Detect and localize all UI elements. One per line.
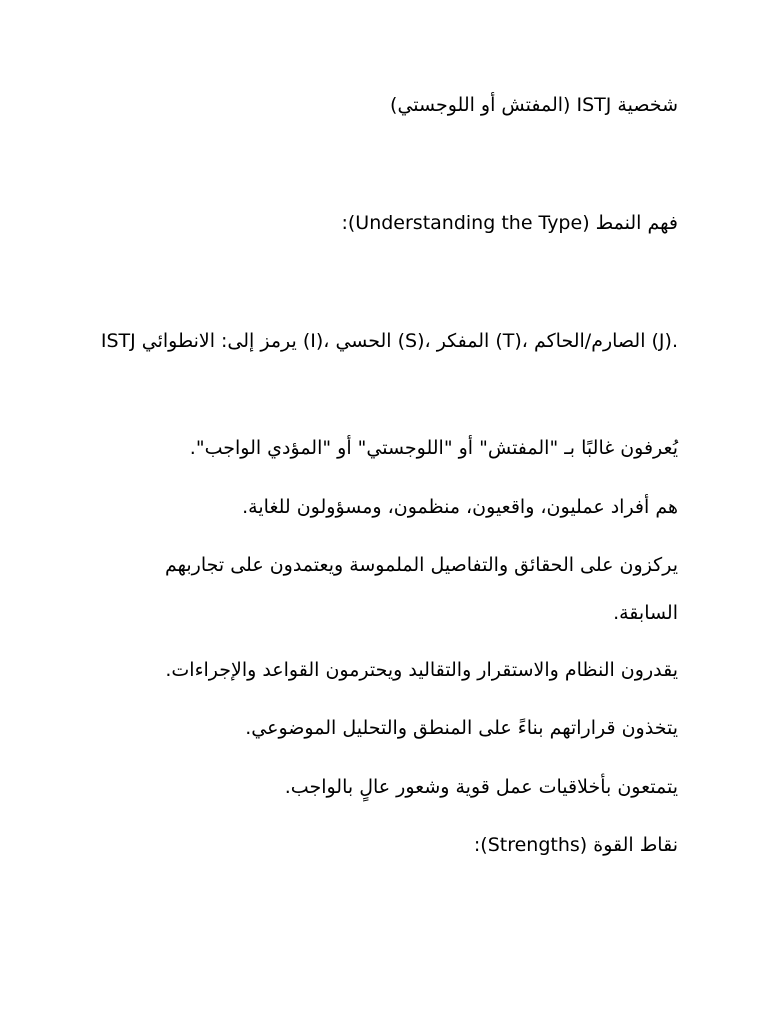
- paragraph-values: يقدرون النظام والاستقرار والتقاليد ويحترمون القواعد والإجراءات.: [165, 659, 678, 681]
- paragraph-work-ethic: يتمتعون بأخلاقيات عمل قوية وشعور عالٍ بالواجب.: [284, 776, 678, 798]
- document-title: شخصية ISTJ (المفتش أو اللوجستي): [390, 94, 678, 116]
- paragraph-known-as: يُعرفون غالبًا بـ "المفتش" أو "اللوجستي" أو "المؤدي الواجب".: [189, 437, 678, 459]
- paragraph-traits: هم أفراد عمليون، واقعيون، منظمون، ومسؤولون للغاية.: [242, 496, 678, 518]
- section-heading-understanding: فهم النمط (Understanding the Type):: [341, 212, 678, 234]
- paragraph-type-meaning: ISTJ يرمز إلى: الانطوائي (I)، الحسي (S)، المفكر (T)، الصارم/الحاكم (J).: [100, 330, 678, 352]
- paragraph-focus: يركزون على الحقائق والتفاصيل الملموسة ويعتمدون على تجاربهم السابقة.: [164, 554, 678, 624]
- section-heading-strengths: نقاط القوة (Strengths):: [473, 834, 678, 856]
- paragraph-decisions: يتخذون قراراتهم بناءً على المنطق والتحليل الموضوعي.: [245, 717, 678, 739]
